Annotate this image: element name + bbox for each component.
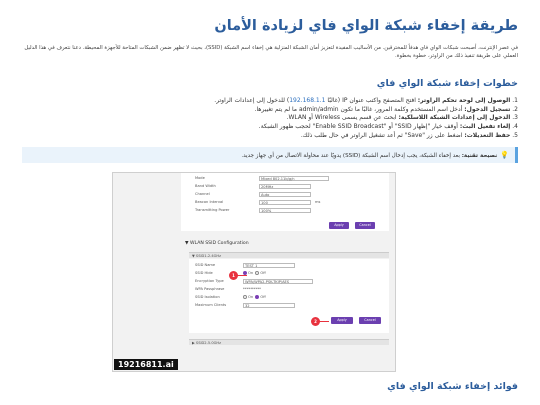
step-marker-2: 2 xyxy=(311,317,320,326)
apply-button[interactable]: Apply xyxy=(329,222,349,229)
max-clients-row xyxy=(195,303,385,309)
marker-pointer-line xyxy=(237,275,247,276)
ssid-hide-label: SSID Hide xyxy=(195,271,213,275)
bandwidth-row xyxy=(195,184,385,190)
mode-label: Mode xyxy=(195,176,205,180)
article-title: طريقة إخفاء شبكة الواي فاي لزيادة الأمان xyxy=(214,18,518,34)
ssid-isolation-radios xyxy=(243,295,266,299)
ssid-name-label: SSID Name xyxy=(195,263,216,267)
step-item xyxy=(22,97,518,106)
router-settings-screenshot xyxy=(112,172,396,372)
step-title: إلغاء تفعيل البث: xyxy=(459,123,511,131)
intro-paragraph: في عصر الإنترنت، أصبحت شبكات الواي فاي هدفاً للمخترقين. من الأساليب المفيدة لتعزيز أمان الشبكة المنزلية هي إخفاء اسم الشبكة (SSID)، بحيث لا تظهر ضمن الشبكات المتاحة للأجهزة المحيطة. دعنا نتعرف في هذا الدليل العملي على طريقة تنفيذ ذلك من الراوتر، خطوة بخطوة. xyxy=(24,45,518,60)
channel-select[interactable]: Auto xyxy=(259,192,311,197)
power-row xyxy=(195,208,385,214)
ssid-hide-row xyxy=(195,271,385,277)
isolation-on-radio[interactable] xyxy=(243,295,247,299)
beacon-label: Beacon Interval xyxy=(195,200,224,204)
ssid1-section-header[interactable] xyxy=(189,252,389,258)
ssid-cancel-button[interactable]: Cancel xyxy=(359,317,381,324)
wlan-ssid-section-header xyxy=(185,239,389,248)
ssid-hide-off-label: Off xyxy=(260,271,266,275)
step-item xyxy=(22,114,518,123)
mode-select[interactable]: Mixed 802.11b/g/n xyxy=(259,176,329,181)
bandwidth-label: Band Width xyxy=(195,184,216,188)
passphrase-label: WPA Passphrase xyxy=(195,287,225,291)
step-text: اضغط على زر "Save" ثم أعد تشغيل الراوتر في حال طلب ذلك. xyxy=(300,131,465,139)
encryption-label: Encryption Type xyxy=(195,279,224,283)
max-clients-label: Maximum Clients xyxy=(195,303,227,307)
step-title: حفظ التعديلات: xyxy=(464,131,511,139)
step-text: أدخل اسم المستخدم وكلمة المرور، غالبًا ما تكون admin/admin ما لم يتم تغييرها. xyxy=(254,105,465,113)
tip-label: نصيحة تقنية: xyxy=(461,153,498,159)
steps-list xyxy=(22,97,518,141)
ssid1-title: SSID1-2.4GHz xyxy=(195,254,221,258)
cancel-button[interactable]: Cancel xyxy=(355,222,375,229)
router-ip-link[interactable]: 192.168.1.1 xyxy=(289,97,326,104)
passphrase-value: ********** xyxy=(243,287,261,291)
ssid-hide-on-label: On xyxy=(248,271,254,275)
site-watermark: 19216811.ai xyxy=(114,359,178,370)
ssid-name-input[interactable]: TEST 1 xyxy=(243,263,295,268)
step-text: أوقف خيار "إظهار SSID" أو "Enable SSID Broadcast" لحجب ظهور الشبكة. xyxy=(258,123,460,131)
ssid-name-row xyxy=(195,263,385,269)
channel-row xyxy=(195,192,385,198)
ssid2-title: SSID2-5.0GHz xyxy=(195,341,221,345)
step-number: 4. xyxy=(512,123,518,131)
step-number: 2. xyxy=(512,105,518,113)
step-title: تسجيل الدخول: xyxy=(464,105,511,113)
ssid-isolation-label: SSID Isolation xyxy=(195,295,220,299)
max-clients-input[interactable]: 32 xyxy=(243,303,295,308)
mode-row xyxy=(195,176,385,182)
step-text-end: ) للدخول إلى إعدادات الراوتر. xyxy=(214,97,290,104)
beacon-row xyxy=(195,200,385,206)
beacon-input[interactable]: 100 xyxy=(259,200,311,205)
ssid2-section-header[interactable] xyxy=(189,339,389,345)
step-marker-1: 1 xyxy=(229,271,238,280)
encryption-row xyxy=(195,279,385,285)
ssid1-panel xyxy=(189,259,389,333)
step-number: 5. xyxy=(512,131,518,139)
tip-text: بعد إخفاء الشبكة، يجب إدخال اسم الشبكة (SSID) يدويًا عند محاولة الاتصال من أي جهاز جديد. xyxy=(241,153,462,159)
power-select[interactable]: 100% xyxy=(259,208,311,213)
isolation-off-label: Off xyxy=(260,295,266,299)
benefits-heading: فوائد إخفاء شبكة الواي فاي xyxy=(387,381,518,392)
collapse-arrow-icon: ▼ xyxy=(192,254,195,258)
step-number: 3. xyxy=(512,114,518,122)
wireless-basic-panel xyxy=(181,173,389,231)
expand-arrow-icon: ▶ xyxy=(192,341,195,345)
step-title: الوصول إلى لوحة تحكم الراوتر: xyxy=(417,97,511,104)
ssid-apply-button[interactable]: Apply xyxy=(331,317,353,324)
step-text: افتح المتصفح واكتب عنوان IP (غالبًا xyxy=(325,97,418,104)
lightbulb-icon: 💡 xyxy=(500,151,509,159)
step-item xyxy=(22,123,518,132)
step-text: ابحث عن قسم يسمى Wireless أو WLAN. xyxy=(286,114,399,122)
isolation-on-label: On xyxy=(248,295,254,299)
ssid-isolation-row xyxy=(195,295,385,301)
isolation-off-radio[interactable] xyxy=(255,295,259,299)
steps-heading: خطوات إخفاء شبكة الواي فاي xyxy=(376,78,518,89)
channel-label: Channel xyxy=(195,192,210,196)
bandwidth-select[interactable]: 20MHz xyxy=(259,184,311,189)
marker-pointer-line xyxy=(319,321,329,322)
expand-arrow-icon[interactable]: ▼ xyxy=(185,241,189,246)
power-label: Transmitting Power xyxy=(195,208,230,212)
step-title: الدخول إلى إعدادات الشبكة اللاسلكية: xyxy=(398,114,511,122)
tech-tip-box xyxy=(22,147,518,163)
encryption-select[interactable]: WPA/WPA2-PSK-TKIP/AES xyxy=(243,279,313,284)
step-item xyxy=(22,132,518,141)
wlan-ssid-section-title: WLAN SSID Configuration xyxy=(190,241,249,246)
ssid-hide-off-radio[interactable] xyxy=(255,271,259,275)
step-number: 1. xyxy=(512,97,518,104)
beacon-unit: ms xyxy=(315,200,321,204)
passphrase-row xyxy=(195,287,385,293)
